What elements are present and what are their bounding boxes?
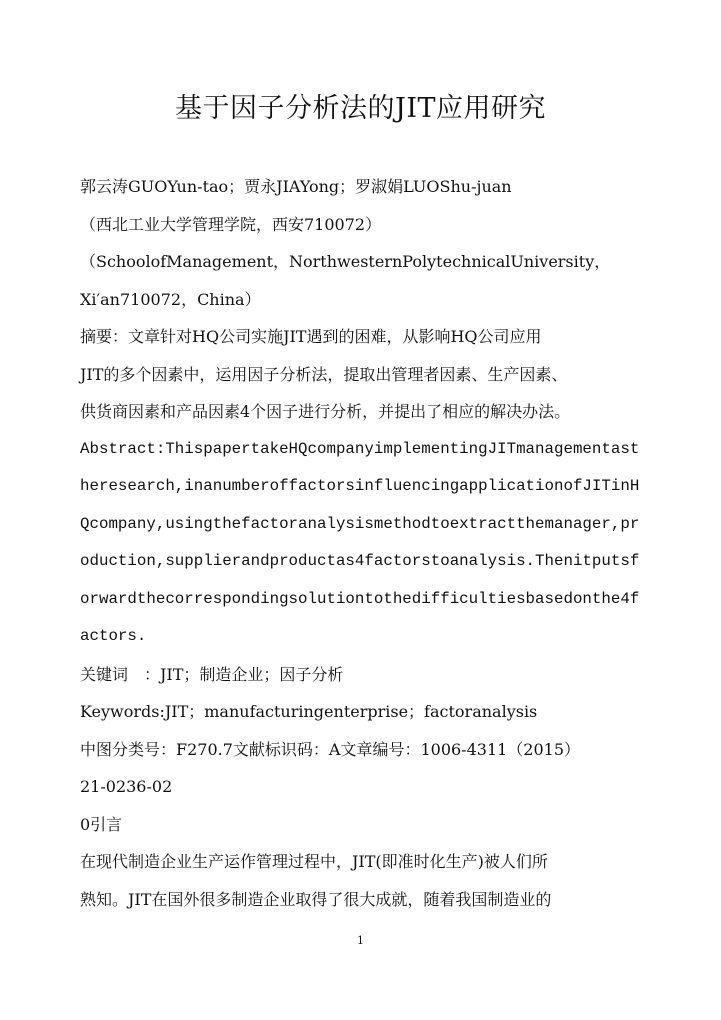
classification-line-cont: 21-0236-02 — [80, 777, 173, 796]
abstract-cn: JIT的多个因素中，运用因子分析法，提取出管理者因素、生产因素、 — [80, 364, 568, 384]
affiliation-en-cont: Xi′an710072，China） — [80, 289, 261, 309]
section-heading: 0引言 — [80, 814, 123, 834]
classification-line: 中图分类号：F270.7文献标识码：A文章编号：1006-4311（2015） — [80, 739, 581, 759]
paragraph-line: 熟知。JIT在国外很多制造企业取得了很大成就，随着我国制造业的 — [80, 889, 552, 909]
affiliation-cn: （西北工业大学管理学院，西安710072） — [80, 214, 382, 234]
keywords-en: Keywords:JIT；manufacturingenterprise；factoranalysis — [80, 702, 538, 721]
abstract-cn: 供货商因素和产品因素4个因子进行分析，并提出了相应的解决办法。 — [80, 402, 571, 421]
abstract-cn: 摘要：文章针对HQ公司实施JIT遇到的困难，从影响HQ公司应用 — [80, 327, 542, 346]
abstract-en: Qcompany,usingthefactoranalysismethodtoextractthemanager,pr — [80, 514, 640, 533]
abstract-en: Abstract:ThispapertakeHQcompanyimplementingJITmanagementast — [80, 439, 640, 458]
authors-line: 郭云涛GUOYun-tao；贾永JIAYong；罗淑娟LUOShu-juan — [80, 177, 512, 196]
affiliation-en: （SchoolofManagement，NorthwesternPolytechnicalUniversity， — [80, 252, 611, 271]
abstract-en: heresearch,inanumberoffactorsinfluencingapplicationofJITinH — [80, 477, 640, 495]
paragraph-line: 在现代制造企业生产运作管理过程中，JIT(即准时化生产)被人们所 — [80, 852, 548, 871]
document-body — [80, 168, 660, 918]
document-title: 基于因子分析法的JIT应用研究 — [175, 93, 546, 124]
keywords-cn: 关键词 ：JIT；制造企业；因子分析 — [80, 664, 344, 684]
abstract-en: orwardthecorrespondingsolutiontothedifficultiesbasedonthe4f — [80, 589, 640, 608]
abstract-en: oduction,supplierandproductas4factorstoanalysis.Thenitputsf — [80, 552, 640, 570]
page-number: 1 — [357, 934, 364, 947]
abstract-en: actors. — [80, 627, 147, 645]
